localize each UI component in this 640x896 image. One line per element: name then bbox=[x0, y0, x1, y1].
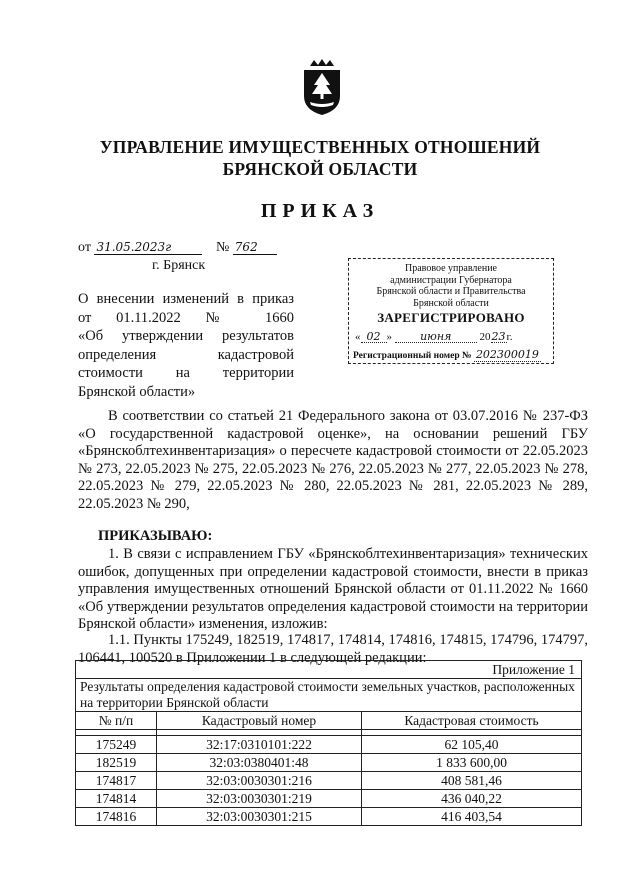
subject-block: О внесении изменений в приказ от 01.11.2022 № 1660 «Об утверждении результатов определения кадастровой стоимости на территории Брянской области» bbox=[78, 291, 294, 400]
coat-of-arms-icon bbox=[300, 58, 344, 116]
handwritten-date: 31.05.2023г bbox=[94, 240, 202, 255]
org-name-line2: БРЯНСКОЙ ОБЛАСТИ bbox=[222, 159, 418, 179]
table-row: 174814 32:03:0030301:219 436 040,22 bbox=[76, 790, 582, 808]
city: г. Брянск bbox=[152, 258, 206, 273]
preamble: В соответствии со статьей 21 Федерального закона от 03.07.2016 № 237-ФЗ «О государственной кадастровой оценке», на основании решений ГБУ «Брянскоблтехинвентаризация» о пересчете кадастровой стоимости от 22.05.2023 № 273, 22.05.2023 № 275, 22.05.2023 № 276, 22.05.2023 № 277, 22.05.2023 № 278, 22.05.2023 № 279, 22.05.2023 № 280, 22.05.2023 № 281, 22.05.2023 № 289, 22.05.2023 № 290, bbox=[78, 408, 588, 512]
table-header-row: № п/п Кадастровый номер Кадастровая стоимость bbox=[76, 712, 582, 730]
table-title: Результаты определения кадастровой стоимости земельных участков, расположенных на территории Брянской области bbox=[76, 679, 582, 712]
doc-title: ПРИКАЗ bbox=[260, 200, 380, 222]
handwritten-number: 762 bbox=[233, 240, 277, 255]
stamp-registered: ЗАРЕГИСТРИРОВАНО bbox=[377, 310, 525, 325]
appendix-table bbox=[75, 660, 582, 826]
order-word: ПРИКАЗЫВАЮ: bbox=[98, 528, 213, 544]
item-1-1: 1.1. Пункты 175249, 182519, 174817, 174814, 174816, 174815, 174796, 174797, 106441, 100520 в Приложении 1 в следующей редакции: bbox=[78, 632, 588, 666]
stamp-reg-number: Регистрационный номер № 202300019 bbox=[353, 348, 539, 361]
item-1: 1. В связи с исправлением ГБУ «Брянскоблтехинвентаризация» технических ошибок, допущенных при определении кадастровой стоимости, внести в приказ управления имущественных отношений Брянской области от 01.11.2022 № 1660 «Об утверждении результатов определения кадастровой стоимости на территории Брянской области» изменения, изложив: bbox=[78, 546, 588, 632]
stamp-date: « 02 » июня 2023г. bbox=[355, 329, 513, 343]
table-row: 175249 32:17:0310101:222 62 105,40 bbox=[76, 736, 582, 754]
table-row: 174817 32:03:0030301:216 408 581,46 bbox=[76, 772, 582, 790]
dateline: от 31.05.2023г № 762 bbox=[78, 240, 277, 256]
appendix-label: Приложение 1 bbox=[76, 661, 582, 679]
registration-stamp: Правовое управление администрации Губернатора Брянской области и Правительства Брянской области ЗАРЕГИСТРИРОВАНО « 02 » июня 2023г. Регистрационный номер № 202300019 bbox=[348, 258, 554, 364]
table-row: 182519 32:03:0380401:48 1 833 600,00 bbox=[76, 754, 582, 772]
org-name-line1: УПРАВЛЕНИЕ ИМУЩЕСТВЕННЫХ ОТНОШЕНИЙ bbox=[99, 137, 541, 157]
table-row: 174816 32:03:0030301:215 416 403,54 bbox=[76, 808, 582, 826]
